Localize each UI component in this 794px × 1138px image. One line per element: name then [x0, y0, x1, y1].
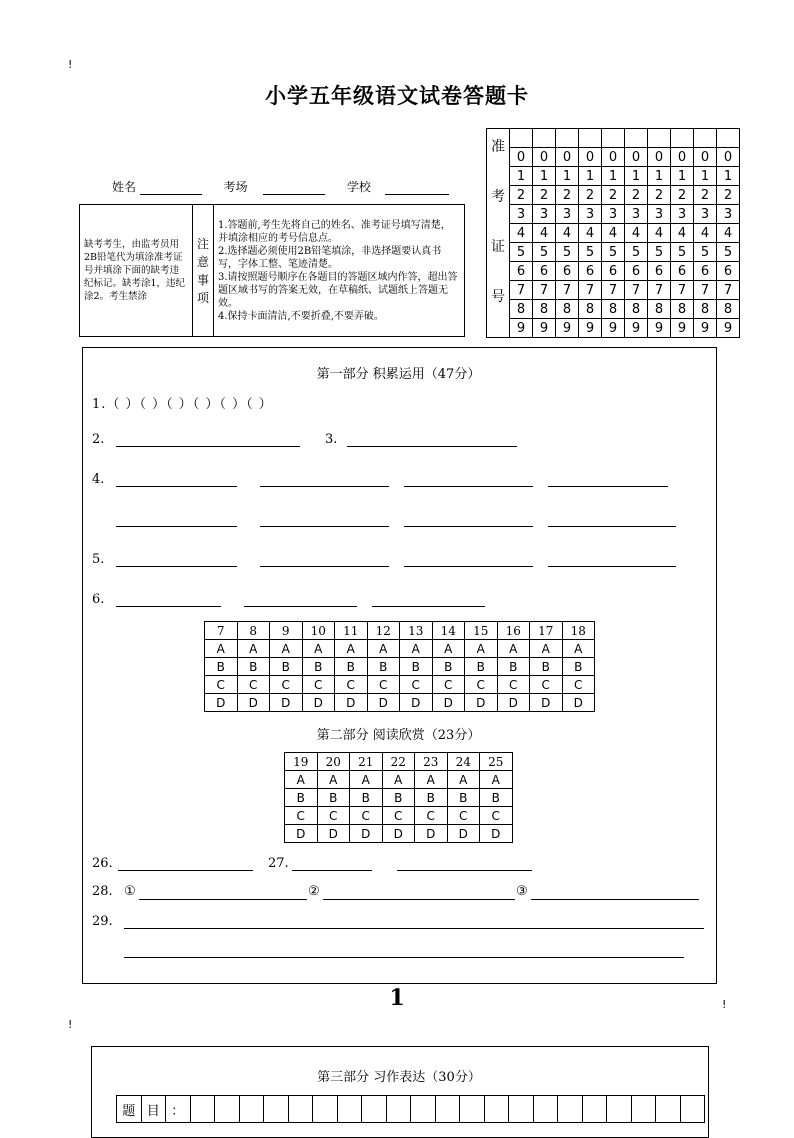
exam-id-digit-bubble[interactable]: 0 [602, 148, 625, 167]
option-bubble[interactable]: B [367, 658, 400, 676]
exam-id-digit-bubble[interactable]: 2 [579, 186, 602, 205]
exam-id-digit-bubble[interactable]: 9 [556, 319, 579, 338]
answer-line-6[interactable] [116, 606, 221, 607]
exam-id-digit-bubble[interactable]: 5 [671, 243, 694, 262]
option-bubble[interactable]: A [400, 640, 433, 658]
exam-id-digit-bubble[interactable]: 7 [602, 281, 625, 300]
circle-mark-1: ① [124, 884, 136, 899]
exam-id-digit-bubble[interactable]: 2 [625, 186, 648, 205]
exam-id-entry-cell[interactable] [510, 129, 533, 148]
option-bubble[interactable]: C [237, 676, 270, 694]
page-number: 1 [389, 985, 405, 1011]
exam-id-digit-bubble[interactable]: 1 [717, 167, 740, 186]
option-bubble[interactable]: D [285, 825, 318, 843]
option-bubble[interactable]: A [497, 640, 530, 658]
answer-line-5[interactable] [260, 566, 389, 567]
option-bubble[interactable]: D [335, 694, 368, 712]
writing-cell[interactable] [386, 1096, 411, 1123]
question-3-label: 3. [325, 432, 338, 447]
option-bubble[interactable]: D [205, 694, 238, 712]
exam-id-digit-bubble[interactable]: 1 [579, 167, 602, 186]
exam-id-digit-bubble[interactable]: 0 [671, 148, 694, 167]
answer-line-3[interactable] [347, 446, 517, 447]
option-bubble[interactable]: A [335, 640, 368, 658]
exam-id-digit-bubble[interactable]: 0 [694, 148, 717, 167]
exam-id-digit-bubble[interactable]: 1 [533, 167, 556, 186]
exam-id-digit-bubble[interactable]: 4 [625, 224, 648, 243]
writing-cell[interactable] [337, 1096, 362, 1123]
option-bubble[interactable]: C [530, 676, 563, 694]
question-number-cell: 16 [497, 622, 530, 640]
answer-line-6[interactable] [244, 606, 357, 607]
exam-id-digit-bubble[interactable]: 7 [717, 281, 740, 300]
exam-id-digit-bubble[interactable]: 7 [648, 281, 671, 300]
question-number-cell: 9 [270, 622, 303, 640]
question-number-cell: 20 [317, 753, 350, 771]
question-number-cell: 22 [382, 753, 415, 771]
question-number-cell: 8 [237, 622, 270, 640]
exam-id-digit-bubble[interactable]: 4 [510, 224, 533, 243]
exam-id-digit-bubble[interactable]: 5 [510, 243, 533, 262]
option-bubble[interactable]: C [335, 676, 368, 694]
option-bubble[interactable]: C [270, 676, 303, 694]
exam-id-digit-bubble[interactable]: 7 [556, 281, 579, 300]
exam-id-digit-bubble[interactable]: 1 [625, 167, 648, 186]
question-number-cell: 13 [400, 622, 433, 640]
answer-line-2[interactable] [116, 446, 300, 447]
question-26-label: 26. [92, 856, 113, 871]
writing-cell[interactable] [607, 1096, 632, 1123]
option-bubble[interactable]: C [497, 676, 530, 694]
note-item: 1.答题前,考生先将自己的姓名、准考证号填写清楚，并填涂相应的考号信息点。 [218, 219, 451, 244]
writing-cell[interactable] [460, 1096, 485, 1123]
exam-id-label: 准 考 证 号 [487, 129, 510, 338]
writing-cell[interactable] [190, 1096, 215, 1123]
question-6-label: 6. [92, 592, 105, 607]
question-number-cell: 10 [302, 622, 335, 640]
exam-id-digit-bubble[interactable]: 6 [510, 262, 533, 281]
question-28-label: 28. [92, 884, 113, 899]
exam-id-digit-bubble[interactable]: 6 [533, 262, 556, 281]
exam-id-entry-cell[interactable] [671, 129, 694, 148]
writing-cell[interactable] [509, 1096, 534, 1123]
option-bubble[interactable]: B [270, 658, 303, 676]
option-bubble[interactable]: B [400, 658, 433, 676]
exam-id-digit-bubble[interactable]: 5 [694, 243, 717, 262]
exam-id-digit-bubble[interactable]: 4 [717, 224, 740, 243]
question-number-cell: 21 [350, 753, 383, 771]
question-27-label: 27. [268, 856, 289, 871]
exam-id-digit-bubble[interactable]: 7 [625, 281, 648, 300]
exam-id-digit-bubble[interactable]: 1 [648, 167, 671, 186]
exam-id-digit-bubble[interactable]: 5 [579, 243, 602, 262]
exam-id-digit-bubble[interactable]: 8 [556, 300, 579, 319]
exam-id-digit-bubble[interactable]: 1 [510, 167, 533, 186]
option-bubble[interactable]: D [447, 825, 480, 843]
exam-id-digit-bubble[interactable]: 2 [556, 186, 579, 205]
edge-mark: ! [68, 58, 73, 71]
exam-id-digit-bubble[interactable]: 8 [671, 300, 694, 319]
answer-line-4[interactable] [404, 486, 533, 487]
choice-grid-part1[interactable] [204, 621, 595, 712]
exam-id-digit-bubble[interactable]: 8 [648, 300, 671, 319]
part3-title: 第三部分 习作表达（30分） [317, 1070, 481, 1085]
writing-cell[interactable] [680, 1096, 705, 1123]
answer-line-28[interactable] [323, 899, 515, 900]
option-bubble[interactable]: D [415, 825, 448, 843]
note-item: 2.选择题必须使用2B铅笔填涂，非选择题要认真书写，字体工整、笔迹清楚。 [218, 245, 442, 270]
writing-cell[interactable] [558, 1096, 583, 1123]
answer-line-4[interactable] [116, 486, 237, 487]
answer-line-5[interactable] [404, 566, 533, 567]
answer-line-4[interactable] [548, 526, 676, 527]
option-bubble[interactable]: C [350, 807, 383, 825]
exam-id-digit-bubble[interactable]: 4 [671, 224, 694, 243]
answer-line-28[interactable] [139, 899, 307, 900]
answer-line-4[interactable] [260, 486, 389, 487]
exam-id-digit-bubble[interactable]: 8 [717, 300, 740, 319]
option-bubble[interactable]: A [530, 640, 563, 658]
option-bubble[interactable]: B [447, 789, 480, 807]
option-bubble[interactable]: C [302, 676, 335, 694]
exam-id-digit-bubble[interactable]: 3 [602, 205, 625, 224]
option-bubble[interactable]: B [350, 789, 383, 807]
exam-id-entry-cell[interactable] [533, 129, 556, 148]
exam-id-digit-bubble[interactable]: 7 [671, 281, 694, 300]
question-4-label: 4. [92, 472, 105, 487]
exam-id-digit-bubble[interactable]: 1 [556, 167, 579, 186]
option-bubble[interactable]: A [447, 771, 480, 789]
exam-id-digit-bubble[interactable]: 0 [717, 148, 740, 167]
option-bubble[interactable]: D [367, 694, 400, 712]
circle-mark-2: ② [308, 884, 320, 899]
option-bubble[interactable]: B [480, 789, 513, 807]
note-item: 3.请按照题号顺序在各题目的答题区域内作答，超出答题区域书写的答案无效，在草稿纸、试题纸上答题无效。 [218, 271, 458, 309]
option-bubble[interactable]: C [317, 807, 350, 825]
room-label: 考场 [223, 180, 248, 194]
exam-id-digit-bubble[interactable]: 3 [510, 205, 533, 224]
option-bubble[interactable]: A [350, 771, 383, 789]
exam-id-digit-bubble[interactable]: 3 [648, 205, 671, 224]
option-bubble[interactable]: A [562, 640, 595, 658]
circle-mark-3: ③ [516, 884, 528, 899]
exam-id-digit-bubble[interactable]: 5 [648, 243, 671, 262]
option-bubble[interactable]: D [270, 694, 303, 712]
option-bubble[interactable]: D [465, 694, 498, 712]
option-bubble[interactable]: B [237, 658, 270, 676]
question-number-cell: 11 [335, 622, 368, 640]
option-bubble[interactable]: C [480, 807, 513, 825]
answer-line-6[interactable] [372, 606, 485, 607]
exam-id-digit-bubble[interactable]: 9 [602, 319, 625, 338]
exam-id-digit-bubble[interactable]: 3 [579, 205, 602, 224]
exam-id-digit-bubble[interactable]: 0 [510, 148, 533, 167]
exam-id-digit-bubble[interactable]: 6 [671, 262, 694, 281]
option-bubble[interactable]: B [205, 658, 238, 676]
exam-id-digit-bubble[interactable]: 6 [625, 262, 648, 281]
exam-id-digit-bubble[interactable]: 3 [717, 205, 740, 224]
exam-id-digit-bubble[interactable]: 2 [694, 186, 717, 205]
question-29-label: 29. [92, 914, 113, 929]
exam-id-digit-bubble[interactable]: 7 [694, 281, 717, 300]
exam-id-digit-bubble[interactable]: 7 [579, 281, 602, 300]
option-bubble[interactable]: B [415, 789, 448, 807]
option-bubble[interactable]: D [432, 694, 465, 712]
option-bubble[interactable]: B [432, 658, 465, 676]
question-number-cell: 23 [415, 753, 448, 771]
exam-id-digit-bubble[interactable]: 0 [579, 148, 602, 167]
option-bubble[interactable]: A [367, 640, 400, 658]
option-bubble[interactable]: D [350, 825, 383, 843]
question-number-cell: 14 [432, 622, 465, 640]
answer-line-4[interactable] [548, 486, 668, 487]
option-bubble[interactable]: C [465, 676, 498, 694]
option-bubble[interactable]: A [465, 640, 498, 658]
answer-line-5[interactable] [548, 566, 676, 567]
option-bubble[interactable]: C [415, 807, 448, 825]
answer-line-5[interactable] [116, 566, 237, 567]
writing-cell[interactable] [288, 1096, 313, 1123]
exam-id-digit-bubble[interactable]: 5 [602, 243, 625, 262]
option-bubble[interactable]: D [302, 694, 335, 712]
notice-label: 注 意 事 项 [193, 205, 214, 337]
question-number-cell: 15 [465, 622, 498, 640]
exam-id-entry-cell[interactable] [556, 129, 579, 148]
exam-id-digit-bubble[interactable]: 9 [533, 319, 556, 338]
question-number-cell: 24 [447, 753, 480, 771]
exam-id-digit-bubble[interactable]: 9 [510, 319, 533, 338]
exam-id-digit-bubble[interactable]: 2 [648, 186, 671, 205]
exam-id-digit-bubble[interactable]: 4 [648, 224, 671, 243]
exam-id-digit-bubble[interactable]: 5 [625, 243, 648, 262]
exam-id-digit-bubble[interactable]: 9 [717, 319, 740, 338]
exam-id-digit-bubble[interactable]: 9 [648, 319, 671, 338]
name-field[interactable] [140, 182, 202, 195]
exam-id-digit-bubble[interactable]: 8 [533, 300, 556, 319]
exam-id-digit-bubble[interactable]: 1 [694, 167, 717, 186]
exam-id-digit-bubble[interactable]: 7 [510, 281, 533, 300]
exam-id-digit-bubble[interactable]: 2 [671, 186, 694, 205]
part1-title: 第一部分 积累运用（47分） [316, 367, 481, 382]
question-2-label: 2. [92, 432, 105, 447]
option-bubble[interactable]: B [530, 658, 563, 676]
exam-id-entry-cell[interactable] [648, 129, 671, 148]
option-bubble[interactable]: D [237, 694, 270, 712]
notes-cell [214, 205, 465, 337]
part2-title: 第二部分 阅读欣赏（23分） [316, 728, 481, 743]
option-bubble[interactable]: C [447, 807, 480, 825]
answer-line-29[interactable] [124, 928, 704, 929]
exam-id-digit-bubble[interactable]: 3 [694, 205, 717, 224]
option-bubble[interactable]: C [382, 807, 415, 825]
exam-id-digit-bubble[interactable]: 4 [694, 224, 717, 243]
exam-id-digit-bubble[interactable]: 9 [579, 319, 602, 338]
exam-id-digit-bubble[interactable]: 2 [510, 186, 533, 205]
exam-id-entry-cell[interactable] [625, 129, 648, 148]
writing-cell[interactable] [631, 1096, 656, 1123]
option-bubble[interactable]: B [335, 658, 368, 676]
writing-cell[interactable] [215, 1096, 240, 1123]
option-bubble[interactable]: B [285, 789, 318, 807]
exam-id-digit-bubble[interactable]: 2 [533, 186, 556, 205]
exam-id-grid[interactable] [486, 128, 740, 338]
exam-id-digit-bubble[interactable]: 7 [533, 281, 556, 300]
composition-section [91, 1046, 709, 1138]
question-1[interactable]: 1.（ ）（ ）（ ）（ ）（ ）（ ） [92, 397, 273, 412]
option-bubble[interactable]: C [367, 676, 400, 694]
room-field[interactable] [263, 182, 325, 195]
exam-id-entry-cell[interactable] [602, 129, 625, 148]
page-title: 小学五年级语文试卷答题卡 [265, 83, 529, 108]
answer-line-26[interactable] [118, 870, 253, 871]
exam-id-digit-bubble[interactable]: 5 [717, 243, 740, 262]
option-bubble[interactable]: C [562, 676, 595, 694]
composition-grid[interactable] [116, 1095, 705, 1123]
student-info-row [112, 178, 449, 195]
exam-id-entry-cell[interactable] [717, 129, 740, 148]
question-number-cell: 7 [205, 622, 238, 640]
exam-id-digit-bubble[interactable]: 0 [533, 148, 556, 167]
topic-label-cell: 题 [117, 1096, 142, 1123]
instructions-box [79, 204, 465, 337]
answer-line-28[interactable] [531, 899, 699, 900]
exam-id-digit-bubble[interactable]: 4 [533, 224, 556, 243]
exam-id-digit-bubble[interactable]: 5 [556, 243, 579, 262]
exam-id-entry-cell[interactable] [694, 129, 717, 148]
exam-id-digit-bubble[interactable]: 9 [671, 319, 694, 338]
exam-id-digit-bubble[interactable]: 1 [671, 167, 694, 186]
exam-id-digit-bubble[interactable]: 3 [556, 205, 579, 224]
question-number-cell: 18 [562, 622, 595, 640]
option-bubble[interactable]: A [432, 640, 465, 658]
exam-id-digit-bubble[interactable]: 3 [671, 205, 694, 224]
note-item: 4.保持卡面清洁,不要折叠,不要弄破。 [218, 310, 384, 322]
writing-cell[interactable] [411, 1096, 436, 1123]
exam-id-digit-bubble[interactable]: 0 [556, 148, 579, 167]
option-bubble[interactable]: A [205, 640, 238, 658]
writing-cell[interactable] [239, 1096, 264, 1123]
option-bubble[interactable]: C [285, 807, 318, 825]
exam-id-digit-bubble[interactable]: 9 [694, 319, 717, 338]
exam-id-digit-bubble[interactable]: 2 [717, 186, 740, 205]
edge-mark: ! [722, 998, 727, 1011]
exam-id-digit-bubble[interactable]: 6 [556, 262, 579, 281]
exam-id-digit-bubble[interactable]: 6 [717, 262, 740, 281]
option-bubble[interactable]: A [285, 771, 318, 789]
exam-id-digit-bubble[interactable]: 4 [579, 224, 602, 243]
answer-line-4[interactable] [116, 526, 237, 527]
exam-id-digit-bubble[interactable]: 3 [533, 205, 556, 224]
exam-id-digit-bubble[interactable]: 3 [625, 205, 648, 224]
exam-id-entry-cell[interactable] [579, 129, 602, 148]
option-bubble[interactable]: A [237, 640, 270, 658]
exam-id-digit-bubble[interactable]: 6 [602, 262, 625, 281]
answer-line-27[interactable] [397, 870, 532, 871]
exam-id-digit-bubble[interactable]: 8 [579, 300, 602, 319]
option-bubble[interactable]: B [562, 658, 595, 676]
exam-id-digit-bubble[interactable]: 8 [694, 300, 717, 319]
topic-label-cell: ： [166, 1096, 191, 1123]
option-bubble[interactable]: D [480, 825, 513, 843]
option-bubble[interactable]: D [497, 694, 530, 712]
option-bubble[interactable]: C [205, 676, 238, 694]
option-bubble[interactable]: A [270, 640, 303, 658]
exam-id-digit-bubble[interactable]: 1 [602, 167, 625, 186]
option-bubble[interactable]: A [415, 771, 448, 789]
school-label: 学校 [346, 180, 371, 194]
writing-cell[interactable] [582, 1096, 607, 1123]
option-bubble[interactable]: D [317, 825, 350, 843]
exam-id-digit-bubble[interactable]: 5 [533, 243, 556, 262]
choice-grid-part2[interactable] [284, 752, 513, 843]
question-number-cell: 19 [285, 753, 318, 771]
exam-id-digit-bubble[interactable]: 4 [556, 224, 579, 243]
writing-cell[interactable] [264, 1096, 289, 1123]
answer-line-27[interactable] [292, 870, 372, 871]
topic-label-cell: 目 [141, 1096, 166, 1123]
answer-line-29[interactable] [124, 957, 684, 958]
exam-id-digit-bubble[interactable]: 2 [602, 186, 625, 205]
absent-instruction: 缺考考生，由监考员用2B铅笔代为填涂准考证号并填涂下面的缺考违纪标记。缺考涂1，违纪涂2。考生禁涂 [80, 205, 193, 337]
writing-cell[interactable] [656, 1096, 681, 1123]
option-bubble[interactable]: A [382, 771, 415, 789]
option-bubble[interactable]: B [497, 658, 530, 676]
exam-id-digit-bubble[interactable]: 6 [694, 262, 717, 281]
writing-cell[interactable] [362, 1096, 387, 1123]
option-bubble[interactable]: C [400, 676, 433, 694]
option-bubble[interactable]: A [302, 640, 335, 658]
option-bubble[interactable]: D [530, 694, 563, 712]
exam-id-digit-bubble[interactable]: 8 [602, 300, 625, 319]
option-bubble[interactable]: A [317, 771, 350, 789]
exam-id-digit-bubble[interactable]: 9 [625, 319, 648, 338]
option-bubble[interactable]: C [432, 676, 465, 694]
exam-id-digit-bubble[interactable]: 0 [625, 148, 648, 167]
question-number-cell: 12 [367, 622, 400, 640]
option-bubble[interactable]: B [317, 789, 350, 807]
question-number-cell: 25 [480, 753, 513, 771]
option-bubble[interactable]: B [302, 658, 335, 676]
answer-line-4[interactable] [404, 526, 533, 527]
option-bubble[interactable]: D [562, 694, 595, 712]
edge-mark: ! [68, 1018, 73, 1031]
answer-line-4[interactable] [260, 526, 389, 527]
option-bubble[interactable]: D [382, 825, 415, 843]
question-5-label: 5. [92, 552, 105, 567]
exam-id-digit-bubble[interactable]: 8 [510, 300, 533, 319]
writing-cell[interactable] [435, 1096, 460, 1123]
name-label: 姓名 [112, 180, 137, 194]
option-bubble[interactable]: A [480, 771, 513, 789]
exam-id-digit-bubble[interactable]: 4 [602, 224, 625, 243]
writing-cell[interactable] [484, 1096, 509, 1123]
option-bubble[interactable]: D [400, 694, 433, 712]
writing-cell[interactable] [313, 1096, 338, 1123]
question-number-cell: 17 [530, 622, 563, 640]
exam-id-digit-bubble[interactable]: 6 [579, 262, 602, 281]
exam-id-digit-bubble[interactable]: 6 [648, 262, 671, 281]
writing-cell[interactable] [533, 1096, 558, 1123]
school-field[interactable] [385, 182, 449, 195]
exam-id-digit-bubble[interactable]: 8 [625, 300, 648, 319]
option-bubble[interactable]: B [382, 789, 415, 807]
exam-id-digit-bubble[interactable]: 0 [648, 148, 671, 167]
option-bubble[interactable]: B [465, 658, 498, 676]
